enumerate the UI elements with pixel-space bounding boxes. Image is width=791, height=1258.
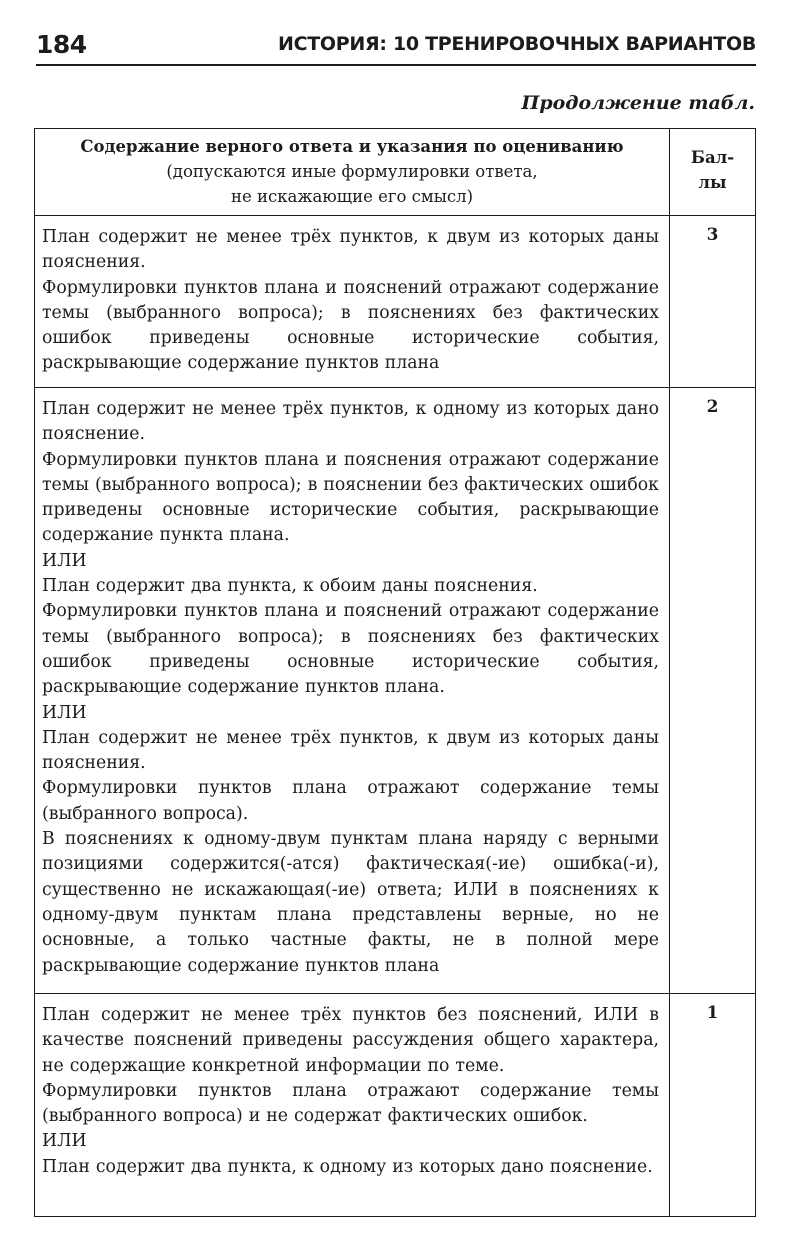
running-title: ИСТОРИЯ: 10 ТРЕНИРОВОЧНЫХ ВАРИАНТОВ xyxy=(278,33,756,55)
page-header xyxy=(36,24,756,66)
table-row xyxy=(35,994,756,1217)
row-1-score-cell: 1 xyxy=(670,994,756,1217)
or-separator: ИЛИ xyxy=(42,550,87,571)
header-content-title: Содержание верного ответа и указания по оцениванию xyxy=(80,137,624,156)
criteria-paragraph: План содержит два пункта, к обоим даны пояснения. xyxy=(42,576,538,597)
row-2-criteria-cell xyxy=(35,388,670,994)
table-row xyxy=(35,388,756,994)
row-2-score-cell: 2 xyxy=(670,388,756,994)
header-content-cell xyxy=(35,129,670,216)
or-separator: ИЛИ xyxy=(42,1131,87,1152)
header-score-line-2: лы xyxy=(698,173,727,192)
criteria-paragraph: План содержит не менее трёх пунктов, к двум из которых даны пояснения. xyxy=(42,727,659,774)
criteria-paragraph: План содержит не менее трёх пунктов без пояснений, ИЛИ в качестве пояснений приведены рассуждения общего характера, не содержащие конкретной информации по теме. xyxy=(42,1005,659,1076)
header-content-note-1: (допускаются иные формулировки ответа, xyxy=(166,162,538,181)
row-1-criteria-cell xyxy=(35,994,670,1217)
criteria-paragraph: В пояснениях к одному-двум пунктам плана наряду с верными позициями содержится(-атся) фактическая(-ие) ошибка(-и), существенно не искажающая(-ие) ответа; ИЛИ в пояснениях к одному-двум пунктам плана представлены верные, но не основные, а только частные факты, не в полной мере раскрывающие содержание пунктов плана xyxy=(42,829,659,976)
criteria-paragraph: План содержит не менее трёх пунктов, к одному из которых дано пояснение. xyxy=(42,399,659,445)
row-3-criteria-cell xyxy=(35,216,670,388)
table-continuation-label: Продолжение табл. xyxy=(521,92,755,114)
row-3-score-cell: 3 xyxy=(670,216,756,388)
header-score-cell xyxy=(670,129,756,216)
criteria-paragraph: Формулировки пунктов плана и пояснений отражают содержание темы (выбранного вопроса); в пояснениях без фактических ошибок приведены основные исторические события, раскрывающие содержание пунктов плана. xyxy=(42,601,659,698)
criteria-paragraph: Формулировки пунктов плана отражают содержание темы (выбранного вопроса) и не содержат фактических ошибок. xyxy=(42,1080,659,1127)
page-number: 184 xyxy=(36,30,87,59)
table-header-row xyxy=(35,129,756,216)
or-separator: ИЛИ xyxy=(42,702,87,723)
criteria-paragraph: Формулировки пунктов плана отражают содержание темы (выбранного вопроса). xyxy=(42,778,659,824)
header-score-line-1: Бал- xyxy=(690,148,735,167)
criteria-paragraph: Формулировки пунктов плана и пояснения отражают содержание темы (выбранного вопроса); в пояснении без фактических ошибок приведены основные исторические события, раскрывающие содержание пункта плана. xyxy=(42,449,659,546)
criteria-paragraph: План содержит два пункта, к одному из которых дано пояснение. xyxy=(42,1156,653,1177)
criteria-paragraph: План содержит не менее трёх пунктов, к двум из которых даны пояснения. xyxy=(42,227,659,273)
table-row xyxy=(35,216,756,388)
header-content-note-2: не искажающие его смысл) xyxy=(230,187,474,206)
grading-table xyxy=(34,128,756,1217)
criteria-paragraph: Формулировки пунктов плана и пояснений отражают содержание темы (выбранного вопроса); в пояснениях без фактических ошибок приведены основные исторические события, раскрывающие содержание пунктов плана xyxy=(42,277,659,374)
